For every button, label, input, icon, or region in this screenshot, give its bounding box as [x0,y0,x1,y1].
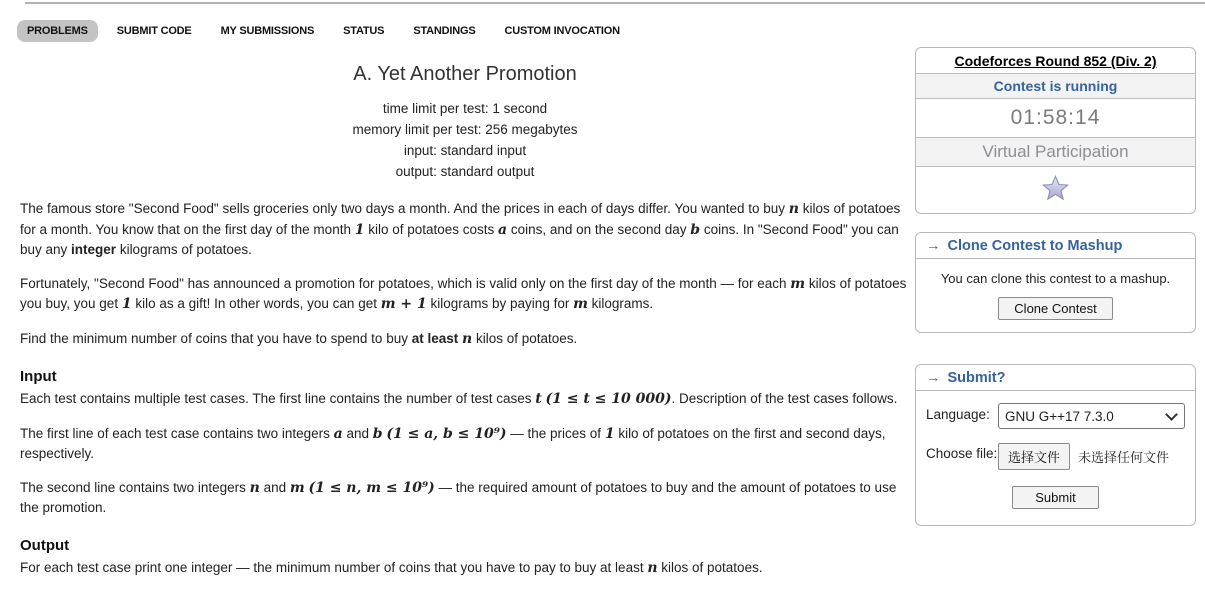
star-icon[interactable] [1042,175,1069,201]
tab-custom-invocation[interactable]: CUSTOM INVOCATION [504,25,620,37]
time-limit: time limit per test: 1 second [382,101,548,116]
clone-description: You can clone this contest to a mashup. [940,271,1171,286]
submit-box-header [916,365,1195,391]
problem-title: A. Yet Another Promotion [353,63,577,85]
favorite-row [916,167,1195,213]
submit-button[interactable]: Submit [1012,486,1098,509]
language-selected-value: GNU G++17 7.3.0 [1005,408,1114,424]
problem-statement [20,62,910,592]
clone-box-header [916,233,1195,259]
tab-submit-code[interactable]: SUBMIT CODE [116,25,192,37]
choose-file-row [926,442,1185,470]
contest-status: Contest is running [916,74,1195,99]
input-spec: input: standard input [403,143,527,158]
contest-tabs [17,20,630,42]
tab-status[interactable]: STATUS [343,25,385,37]
contest-countdown: 01:58:14 [916,99,1195,138]
contest-info-box [915,47,1196,214]
page-top-divider [25,2,1205,4]
input-paragraph: Each test contains multiple test cases. The first line contains the number of test cases t (1 ≤ t ≤ 10 000). Description of the test cases follows. [20,391,898,407]
clone-contest-box [915,232,1196,333]
arrow-right-icon: → [926,238,941,254]
submit-box-body [916,391,1195,525]
input-paragraph: The first line of each test case contains two integers a and b (1 ≤ a, b ≤ 10⁹) — the prices of 1 kilo of potatoes on the first and second days, respectively. [20,425,886,461]
tab-standings[interactable]: STANDINGS [413,25,476,37]
tab-problems[interactable]: PROBLEMS [17,20,98,42]
language-label: Language: [926,407,990,422]
chevron-down-icon [1165,408,1178,421]
arrow-right-icon: → [926,370,941,386]
file-status-text: 未选择任何文件 [1078,450,1170,465]
language-row [926,403,1185,429]
input-paragraph: The second line contains two integers n and m (1 ≤ n, m ≤ 10⁹) — the required amount of potatoes to buy and the amount of potatoes to use the promotion. [20,479,897,515]
choose-file-label: Choose file: [926,446,998,461]
tab-my-submissions[interactable]: MY SUBMISSIONS [220,25,315,37]
output-spec: output: standard output [395,164,535,179]
contest-title-link[interactable]: Codeforces Round 852 (Div. 2) [954,53,1157,69]
problem-limits [20,98,910,182]
choose-file-button[interactable]: 选择文件 [998,443,1070,470]
input-section-title: Input [20,368,57,385]
output-paragraph: For each test case print one integer — the minimum number of coins that you have to pay to buy at least n kilos of potatoes. [20,559,763,576]
virtual-participation-label: Virtual Participation [916,138,1195,167]
clone-box-body [916,259,1195,332]
contest-sidebar [915,47,1196,526]
file-input [998,442,1169,470]
clone-box-title: Clone Contest to Mashup [947,238,1123,254]
language-select[interactable] [998,403,1185,429]
clone-contest-button[interactable]: Clone Contest [998,297,1112,320]
statement-paragraph: The famous store "Second Food" sells groceries only two days a month. And the prices in each of days differ. You wanted to buy n kilos of potatoes for a month. You know that on the first day of the month 1 kilo of potatoes costs a coins, and on the second day b coins. In "Second Food" you can buy any integer kilograms of potatoes. [20,201,901,257]
submit-box-title: Submit? [947,370,1006,386]
contest-title-row [916,48,1195,74]
memory-limit: memory limit per test: 256 megabytes [352,122,578,137]
submit-box [915,364,1196,526]
statement-paragraph: Find the minimum number of coins that you have to spend to buy at least n kilos of potatoes. [20,330,578,347]
output-section-title: Output [20,536,70,554]
statement-paragraph: Fortunately, "Second Food" has announced a promotion for potatoes, which is valid only on the first day of the month — for each m kilos of potatoes you buy, you get 1 kilo as a gift! In other words, you can get m + 1 kilograms by paying for m kilograms. [20,275,907,312]
